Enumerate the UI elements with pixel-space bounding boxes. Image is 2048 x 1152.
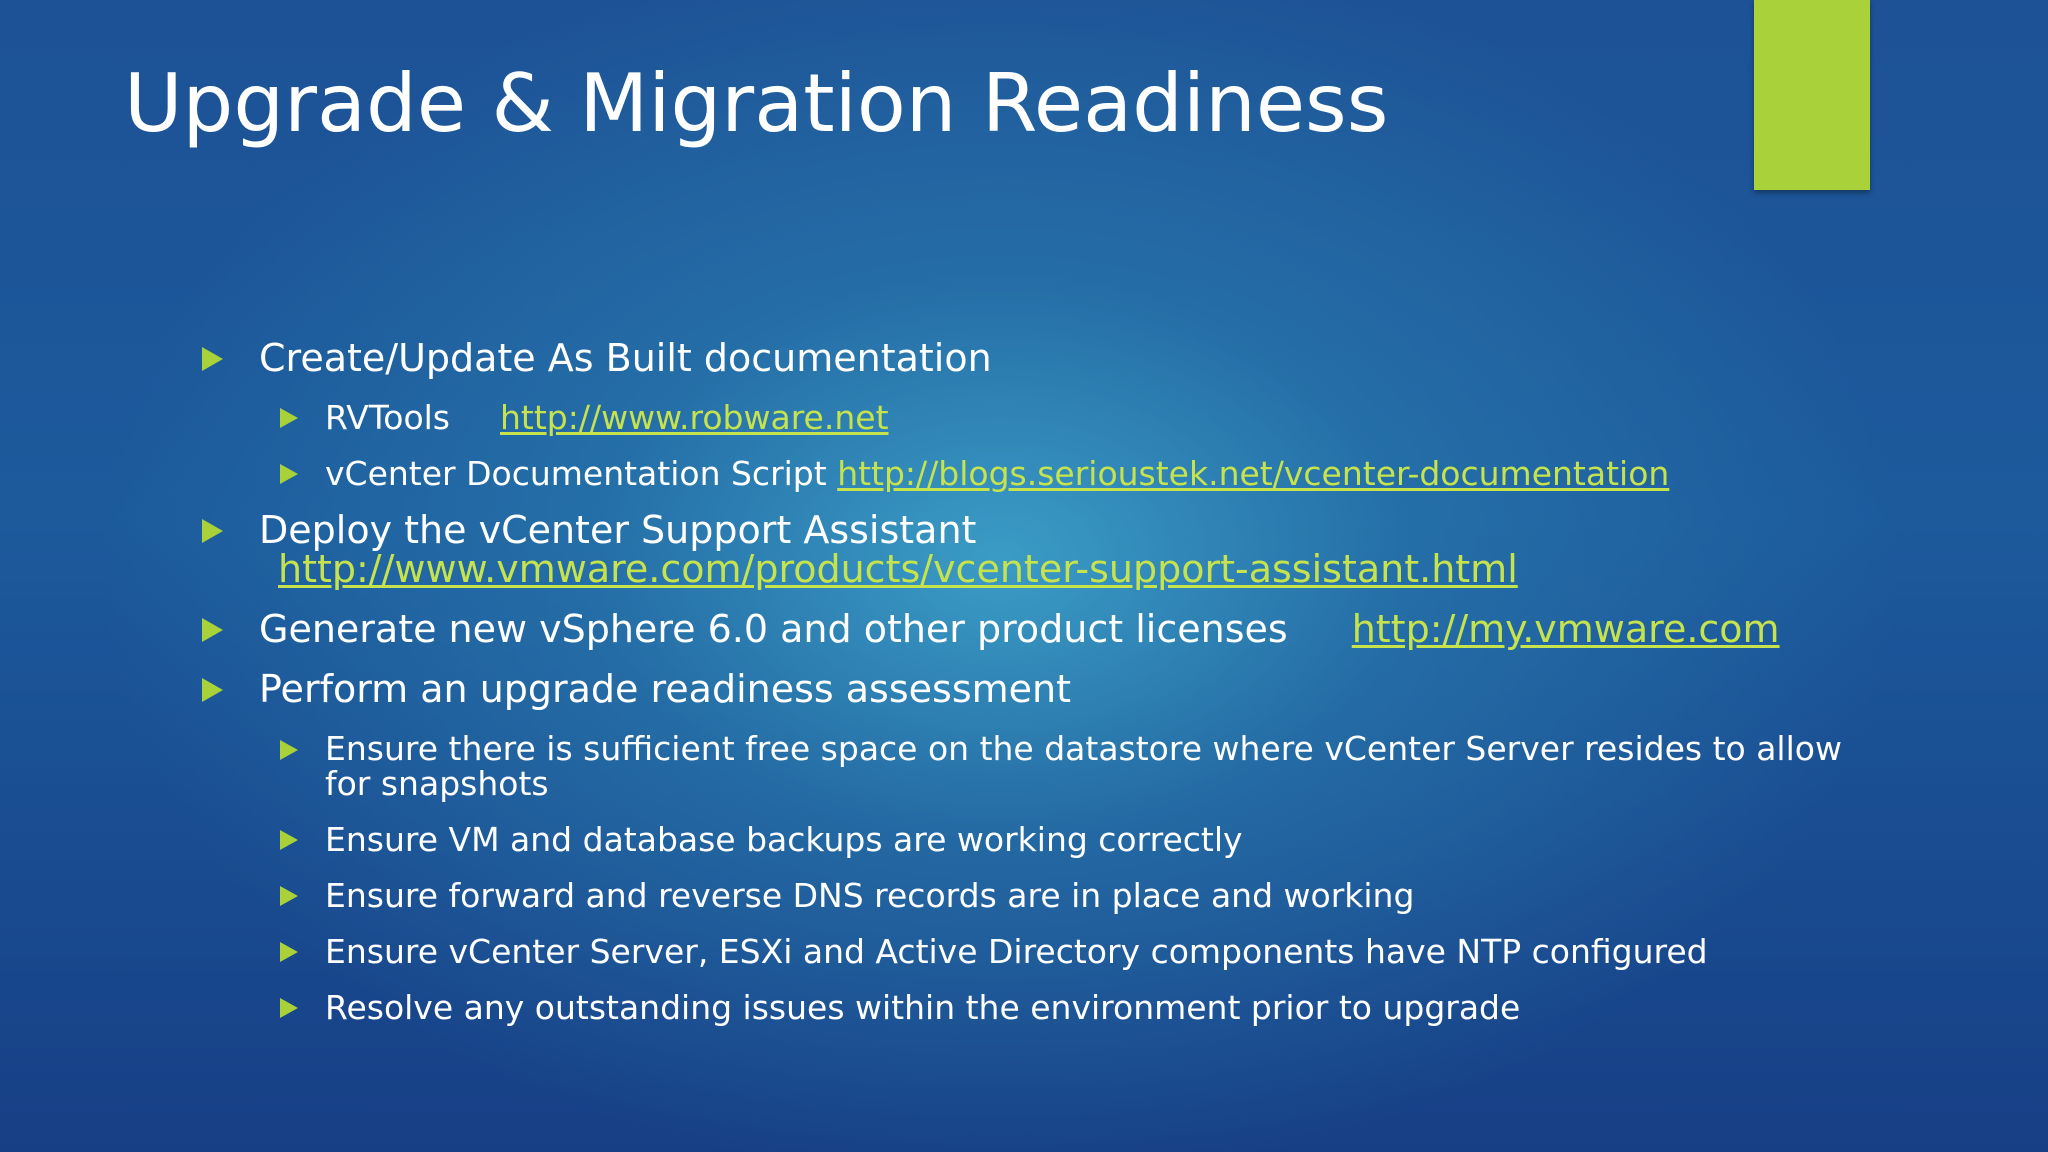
bullet-arrow-icon: [280, 886, 298, 906]
bullet-text: vCenter Documentation Script: [325, 454, 827, 493]
bullet-arrow-icon: [280, 464, 298, 484]
bullet-arrow-icon: [202, 347, 223, 371]
bullet-text: Ensure forward and reverse DNS records are in place and working: [325, 876, 1415, 915]
bullet-arrow-icon: [202, 519, 223, 543]
rvtools-link[interactable]: http://www.robware.net: [500, 398, 889, 437]
support-assistant-link-line: [278, 547, 1518, 591]
support-assistant-link[interactable]: http://www.vmware.com/products/vcenter-support-assistant.html: [278, 547, 1518, 591]
my-vmware-link[interactable]: http://my.vmware.com: [1351, 607, 1780, 651]
bullet-arrow-icon: [280, 998, 298, 1018]
bullet-text: Ensure VM and database backups are working correctly: [325, 820, 1243, 859]
bullet-text: RVTools: [325, 398, 450, 437]
bullet-text: Deploy the vCenter Support Assistant: [259, 508, 977, 552]
bullet-arrow-icon: [202, 618, 223, 642]
bullet-arrow-icon: [280, 740, 298, 760]
slide-title: Upgrade & Migration Readiness: [124, 57, 1389, 150]
bullet-text: Ensure vCenter Server, ESXi and Active Directory components have NTP configured: [325, 932, 1708, 971]
bullet-text: Ensure there is sufficient free space on the datastore where vCenter Server resides to allow for snapshots: [325, 729, 1842, 803]
bullet-text: Perform an upgrade readiness assessment: [259, 667, 1072, 711]
bullet-arrow-icon: [280, 408, 298, 428]
vcenter-documentation-link[interactable]: http://blogs.serioustek.net/vcenter-documentation: [837, 454, 1670, 493]
bullet-arrow-icon: [280, 942, 298, 962]
bullet-text: Generate new vSphere 6.0 and other product licenses: [259, 607, 1288, 651]
bullet-arrow-icon: [202, 678, 223, 702]
bullet-text: Resolve any outstanding issues within the environment prior to upgrade: [325, 988, 1521, 1027]
bullet-text: Create/Update As Built documentation: [259, 336, 992, 380]
bullet-arrow-icon: [280, 830, 298, 850]
